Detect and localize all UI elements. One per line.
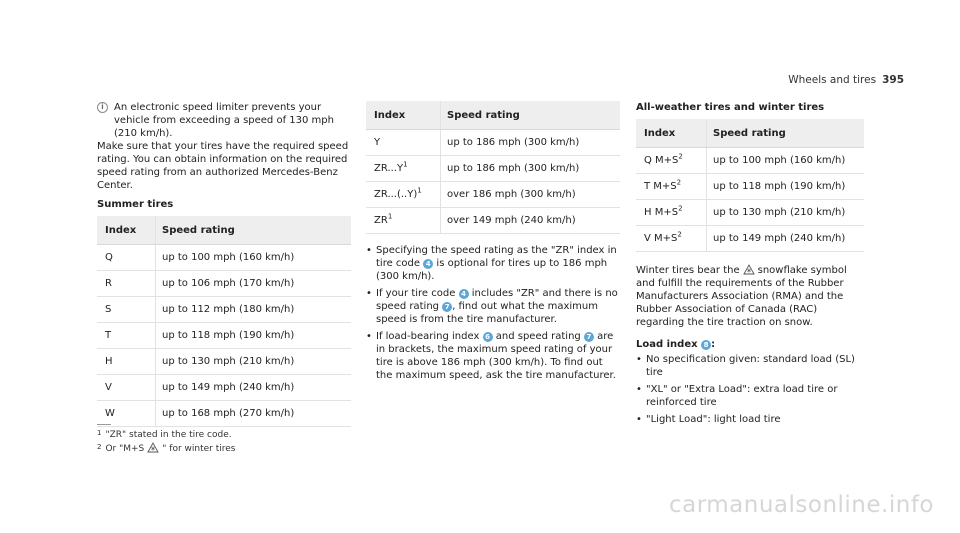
index-cell [636, 226, 707, 252]
index-cell: Q [97, 245, 156, 271]
index-text: ZR...Y [374, 163, 404, 174]
table-row [97, 271, 351, 297]
column-header-speed-rating: Speed rating [156, 216, 352, 245]
index-text: H M+S [644, 207, 679, 218]
speed-cell: over 186 mph (300 km/h) [441, 182, 621, 208]
info-icon: i [97, 102, 108, 113]
index-text: ZR...(..Y) [374, 189, 418, 200]
column-header-index: Index [366, 101, 441, 130]
list-item [366, 287, 620, 326]
advice-text: Make sure that your tires have the required speed rating. You can obtain information on the required speed rating from an authorized Mercedes-Benz Center. [97, 141, 349, 191]
footnote-marker: 1 [97, 429, 102, 437]
index-cell: R [97, 271, 156, 297]
page-header [788, 74, 904, 87]
footnotes [97, 427, 357, 455]
callout-number: 4 [423, 259, 433, 269]
table-header-row [636, 119, 864, 148]
footnote-divider [97, 424, 111, 425]
speed-cell: up to 106 mph (170 km/h) [156, 271, 352, 297]
index-cell: W [97, 401, 156, 427]
table-row [636, 226, 864, 252]
index-cell: T [97, 323, 156, 349]
winter-tires-heading: All-weather tires and winter tires [636, 102, 825, 113]
column-header-index: Index [97, 216, 156, 245]
speed-cell: up to 130 mph (210 km/h) [156, 349, 352, 375]
list-item [366, 244, 620, 283]
speed-cell: up to 130 mph (210 km/h) [707, 200, 865, 226]
index-text: T M+S [644, 181, 677, 192]
table-header-row [97, 216, 351, 245]
index-cell [366, 130, 441, 156]
index-cell: V [97, 375, 156, 401]
footnote-1 [97, 427, 357, 441]
footnote-ref: 1 [387, 212, 393, 221]
footnote-ref: 1 [403, 160, 408, 169]
speed-cell: up to 186 mph (300 km/h) [441, 156, 621, 182]
table-row [97, 401, 351, 427]
summer-tires-heading: Summer tires [97, 199, 174, 210]
winter-tires-table [636, 119, 864, 252]
table-row [97, 375, 351, 401]
table-row [366, 130, 620, 156]
index-cell [366, 156, 441, 182]
paragraph-text: snowflake symbol and fulfill the requirements of the Rubber Manufacturers Association (RMA) and the Rubber Association of Canada (RAC) regarding the tire traction on snow. [636, 265, 847, 328]
info-note [97, 101, 351, 140]
speed-cell: up to 118 mph (190 km/h) [156, 323, 352, 349]
note-text: An electronic speed limiter prevents your vehicle from exceeding a speed of 130 mph (210 km/h). [114, 102, 334, 139]
index-cell [636, 200, 707, 226]
bullet-text: Specifying the speed rating as the "ZR" index in tire code [376, 245, 617, 269]
page-number: 395 [882, 74, 904, 86]
column-middle [366, 101, 620, 386]
list-item: • No specification given: standard load (SL) tire [636, 353, 864, 379]
speed-cell: over 149 mph (240 km/h) [441, 208, 621, 234]
footnote-text: " for winter tires [162, 444, 236, 454]
table-row [366, 156, 620, 182]
index-cell [366, 182, 441, 208]
bullet-text: If load-bearing index [376, 331, 480, 342]
column-header-speed-rating: Speed rating [707, 119, 865, 148]
table-row [636, 174, 864, 200]
table-row [97, 323, 351, 349]
index-text: Q M+S [644, 155, 679, 166]
column-left [97, 101, 351, 427]
callout-number: 7 [442, 302, 452, 312]
table-row [636, 148, 864, 174]
section-title: Wheels and tires [788, 74, 877, 86]
speed-cell: up to 149 mph (240 km/h) [707, 226, 865, 252]
speed-cell: up to 100 mph (160 km/h) [707, 148, 865, 174]
footnote-text: Or "M+S [105, 444, 145, 454]
bullet-text: includes "ZR" and there is no speed rating [376, 288, 618, 312]
table-row [366, 182, 620, 208]
list-item: • "Light Load": light load tire [636, 413, 864, 426]
callout-number: 4 [459, 289, 469, 299]
index-text: ZR [374, 215, 388, 226]
snowflake-mountain-icon [743, 264, 755, 275]
speed-cell: up to 118 mph (190 km/h) [707, 174, 865, 200]
column-right [636, 101, 864, 430]
bullet-text: and speed rating [495, 331, 581, 342]
index-cell: H [97, 349, 156, 375]
bullet-text: are in brackets, the maximum speed rating of your tire is above 186 mph (300 km/h). To find out the maximum speed, ask the tire manufacturer. [376, 331, 616, 381]
list-item: • "XL" or "Extra Load": extra load tire or reinforced tire [636, 383, 864, 409]
watermark: carmanualsonline.info [668, 492, 934, 518]
index-cell: S [97, 297, 156, 323]
summer-tires-table [97, 216, 351, 427]
heading-colon: : [711, 339, 716, 350]
speed-cell: up to 149 mph (240 km/h) [156, 375, 352, 401]
table-header-row [366, 101, 620, 130]
index-text: V M+S [644, 233, 678, 244]
column-header-speed-rating: Speed rating [441, 101, 621, 130]
footnote-ref: 1 [417, 186, 422, 195]
zr-speed-table [366, 101, 620, 234]
index-text: Y [374, 137, 381, 148]
speed-cell: up to 112 mph (180 km/h) [156, 297, 352, 323]
footnote-ref: 2 [676, 178, 682, 187]
snowflake-paragraph [636, 264, 864, 329]
footnote-ref: 2 [678, 204, 683, 213]
table-row [97, 349, 351, 375]
footnote-ref: 2 [677, 230, 682, 239]
callout-number: 8 [701, 340, 711, 350]
index-cell [636, 174, 707, 200]
footnote-marker: 2 [97, 443, 102, 451]
speed-cell: up to 100 mph (160 km/h) [156, 245, 352, 271]
list-item [366, 330, 620, 382]
load-index-list [636, 353, 864, 426]
table-row [636, 200, 864, 226]
bullet-text: If your tire code [376, 288, 456, 299]
column-header-index: Index [636, 119, 707, 148]
speed-cell: up to 186 mph (300 km/h) [441, 130, 621, 156]
table-row [97, 245, 351, 271]
table-row [366, 208, 620, 234]
zr-bullet-list [366, 244, 620, 382]
bullet-text: is optional for tires up to 186 mph (300 km/h). [376, 258, 608, 282]
index-cell [366, 208, 441, 234]
bullet-text: , find out what the maximum speed is from the tire manufacturer. [376, 301, 598, 325]
footnote-2 [97, 441, 357, 455]
index-cell [636, 148, 707, 174]
footnote-text: "ZR" stated in the tire code. [105, 430, 232, 440]
load-index-heading [636, 338, 864, 351]
table-row [97, 297, 351, 323]
snowflake-mountain-icon [147, 442, 159, 453]
heading-text: Load index [636, 339, 698, 350]
footnote-ref: 2 [678, 152, 683, 161]
callout-number: 6 [483, 332, 493, 342]
speed-cell: up to 168 mph (270 km/h) [156, 401, 352, 427]
callout-number: 7 [584, 332, 594, 342]
paragraph-text: Winter tires bear the [636, 265, 740, 276]
